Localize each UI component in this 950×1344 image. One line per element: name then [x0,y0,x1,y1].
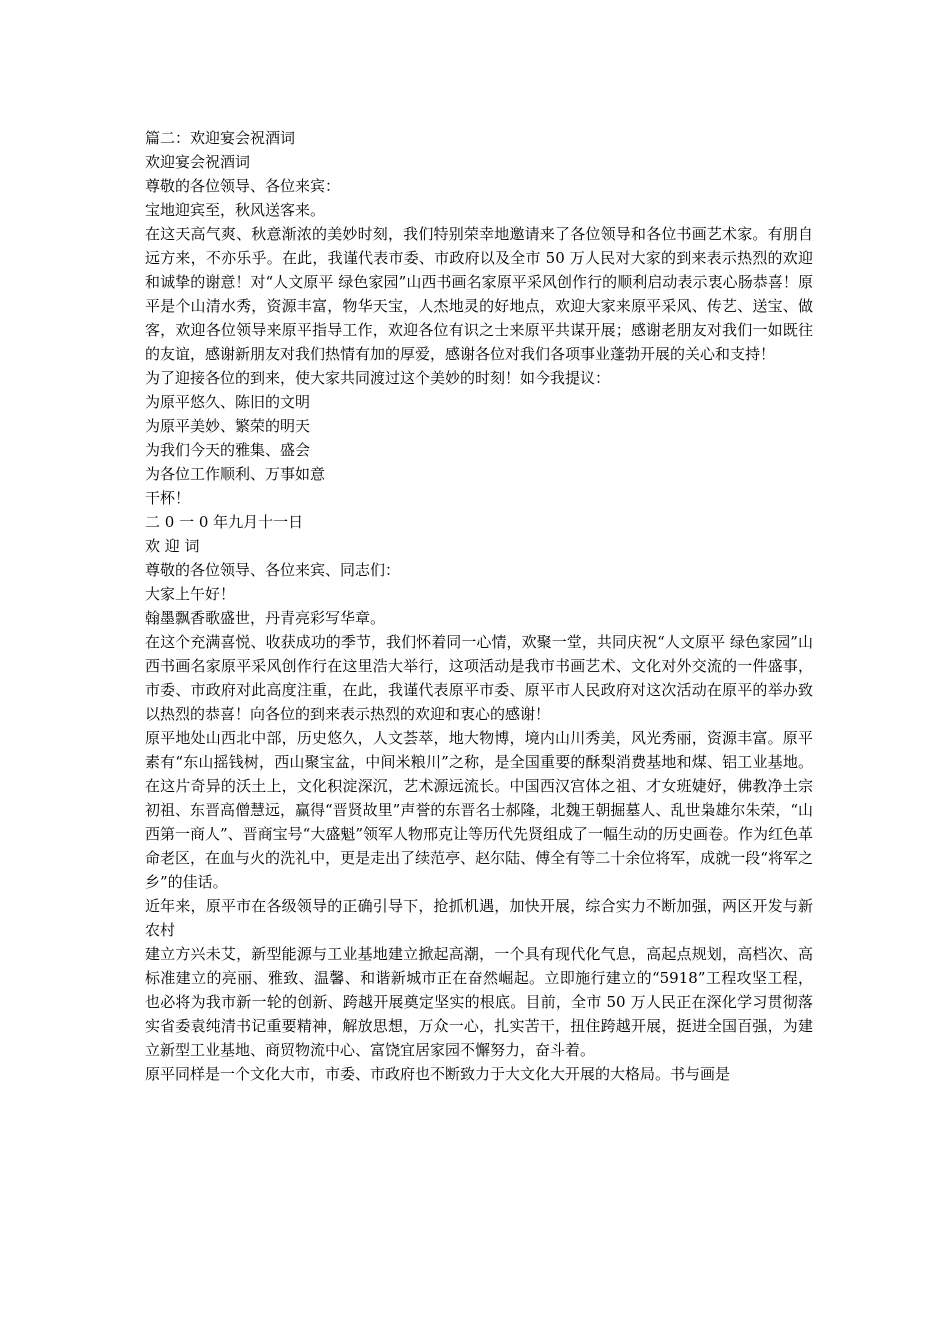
toast-line: 为原平美妙、繁荣的明天 [145,417,311,435]
body-paragraph: 建立方兴未艾，新型能源与工业基地建立掀起高潮，一个具有现代化气息，高起点规划，高档次、高标准建立的亮丽、雅致、温馨、和谐新城市正在奋然崛起。立即施行建立的“5918”工程攻坚工程，也必将为我市新一轮的创新、跨越开展奠定坚实的根底。目前，全市 50 万人民正在深化学习贯彻落实省委袁纯清书记重要精神，解放思想，万众一心，扎实苦干，扭住跨越开展，挺进全国百强，为建立新型工业基地、商贸物流中心、富饶宜居家园不懈努力，奋斗着。 [145,945,813,1059]
greeting-line: 大家上午好！ [145,585,236,603]
toast-line: 为我们今天的雅集、盛会 [145,441,311,459]
opening-line: 宝地迎宾至，秋风送客来。 [145,201,326,219]
body-paragraph: 原平同样是一个文化大市，市委、市政府也不断致力于大文化大开展的大格局。书与画是 [145,1065,731,1083]
salutation: 尊敬的各位领导、各位来宾、同志们： [145,561,401,579]
body-paragraph: 为了迎接各位的到来，使大家共同渡过这个美妙的时刻！如今我提议： [145,369,611,387]
section-heading: 篇二：欢迎宴会祝酒词 [145,129,296,147]
speech-title: 欢 迎 词 [145,537,200,555]
body-paragraph: 在这个充满喜悦、收获成功的季节，我们怀着同一心情，欢聚一堂，共同庆祝“人文原平 绿色家园”山西书画名家原平采风创作行在这里浩大举行，这项活动是我市书画艺术、文化对外交流的一件盛事，市委、市政府对此高度注重，在此，我谨代表原平市委、原平市人民政府对这次活动在原平的举办致以热烈的恭喜！向各位的到来表示热烈的欢迎和衷心的感谢！ [145,633,813,723]
body-paragraph: 近年来，原平市在各级领导的正确引导下，抢抓机遇，加快开展，综合实力不断加强，两区开发与新农村 [145,897,813,939]
document-body [145,126,813,1086]
body-paragraph: 原平地处山西北中部，历史悠久，人文荟萃，地大物博，境内山川秀美，风光秀丽，资源丰富。原平素有“东山摇钱树，西山聚宝盆，中间米粮川”之称，是全国重要的酥梨消费基地和煤、铝工业基地。在这片奇异的沃土上，文化积淀深沉，艺术源远流长。中国西汉宫体之祖、才女班婕妤，佛教净土宗初祖、东晋高僧慧远，赢得“晋贤故里”声誉的东晋名士郝隆，北魏王朝掘墓人、乱世枭雄尔朱荣，“山西第一商人”、晋商宝号“大盛魁”领军人物邢克让等历代先贤组成了一幅生动的历史画卷。作为红色革命老区，在血与火的洗礼中，更是走出了续范亭、赵尔陆、傅全有等二十余位将军，成就一段“将军之乡”的佳话。 [145,729,814,891]
toast-line: 为各位工作顺利、万事如意 [145,465,326,483]
cheers-line: 干杯！ [145,489,191,507]
document-title: 欢迎宴会祝酒词 [145,153,251,171]
body-paragraph: 在这天高气爽、秋意渐浓的美妙时刻，我们特别荣幸地邀请来了各位领导和各位书画艺术家。有朋自远方来，不亦乐乎。在此，我谨代表市委、市政府以及全市 50 万人民对大家的到来表示热烈的欢迎和诚挚的谢意！对“人文原平 绿色家园”山西书画名家原平采风创作行的顺利启动表示衷心肠恭喜！原平是个山清水秀，资源丰富，物华天宝，人杰地灵的好地点，欢迎大家来原平采风、传艺、送宝、做客，欢迎各位领导来原平指导工作，欢迎各位有识之士来原平共谋开展；感谢老朋友对我们一如既往的友谊，感谢新朋友对我们热情有加的厚爱，感谢各位对我们各项事业蓬勃开展的关心和支持！ [145,225,813,363]
opening-line: 翰墨飘香歌盛世，丹青亮彩写华章。 [145,609,386,627]
toast-line: 为原平悠久、陈旧的文明 [145,393,311,411]
date-line: 二 0 一 0 年九月十一日 [145,513,304,531]
salutation: 尊敬的各位领导、各位来宾： [145,177,341,195]
